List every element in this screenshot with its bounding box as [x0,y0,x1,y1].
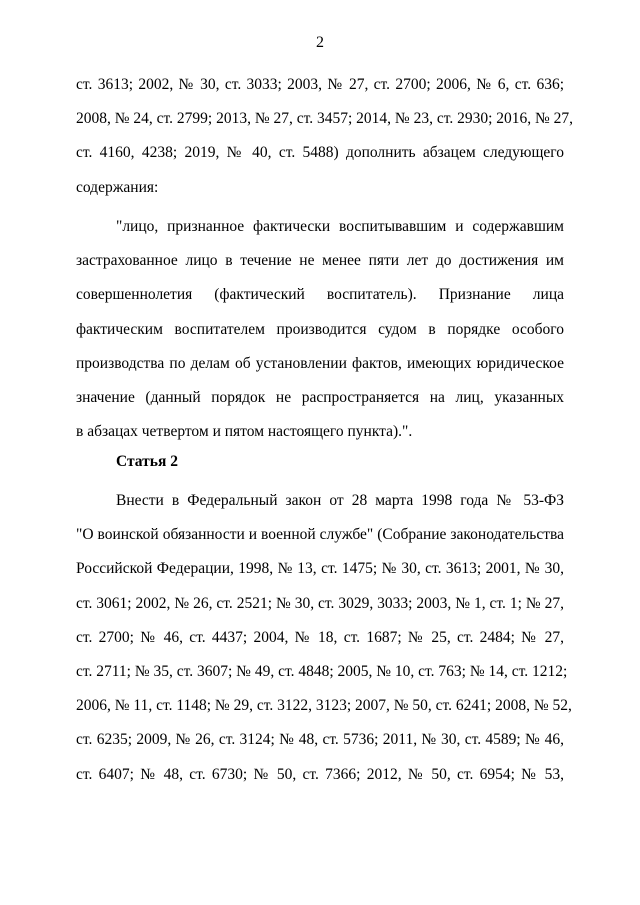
text-line: 2006, № 11, ст. 1148; № 29, ст. 3122, 3123; 2007, № 50, ст. 6241; 2008, № 52, [76,697,572,715]
text-line: значение (данный порядок не распространяется на лиц, указанных [76,389,564,407]
text-line: ст. 6235; 2009, № 26, ст. 3124; № 48, ст. 5736; 2011, № 30, ст. 4589; № 46, [76,731,564,749]
text-line: ст. 6407; № 48, ст. 6730; № 50, ст. 7366; 2012, № 50, ст. 6954; № 53, [76,765,564,783]
text-line: Внести в Федеральный закон от 28 марта 1998 года № 53-ФЗ [116,492,564,509]
text-line: ст. 2711; № 35, ст. 3607; № 49, ст. 4848; 2005, № 10, ст. 763; № 14, ст. 1212; [76,663,568,681]
page-number: 2 [316,34,324,51]
text-line: производства по делам об установлении фактов, имеющих юридическое [76,354,564,372]
paragraph-quote [76,210,564,449]
text-line: фактическим воспитателем производится судом в порядке особого [76,320,564,338]
text-line: Российской Федерации, 1998, № 13, ст. 1475; № 30, ст. 3613; 2001, № 30, [76,560,564,578]
text-line: ст. 4160, 4238; 2019, № 40, ст. 5488) дополнить абзацем следующего [76,144,564,162]
text-line: ст. 3613; 2002, № 30, ст. 3033; 2003, № 27, ст. 2700; 2006, № 6, ст. 636; [76,76,564,93]
article-heading: Статья 2 [116,453,178,470]
text-line: содержания: [76,178,159,196]
paragraph-citations [76,68,574,205]
text-line: ст. 3061; 2002, № 26, ст. 2521; № 30, ст. 3029, 3033; 2003, № 1, ст. 1; № 27, [76,594,564,612]
text-line: "лицо, признанное фактически воспитывавшим и содержавшим [116,218,564,235]
text-line: 2008, № 24, ст. 2799; 2013, № 27, ст. 3457; 2014, № 23, ст. 2930; 2016, № 27, [76,110,574,128]
text-line: в абзацах четвертом и пятом настоящего пункта).". [76,423,413,441]
text-line: совершеннолетия (фактический воспитатель). Признание лица [76,286,564,304]
text-line: застрахованное лицо в течение не менее пяти лет до достижения им [76,252,564,270]
text-line: ст. 2700; № 46, ст. 4437; 2004, № 18, ст. 1687; № 25, ст. 2484; № 27, [76,628,564,646]
paragraph-article-2 [76,484,572,792]
text-line: "О воинской обязанности и военной службе" (Собрание законодательства [76,526,564,544]
